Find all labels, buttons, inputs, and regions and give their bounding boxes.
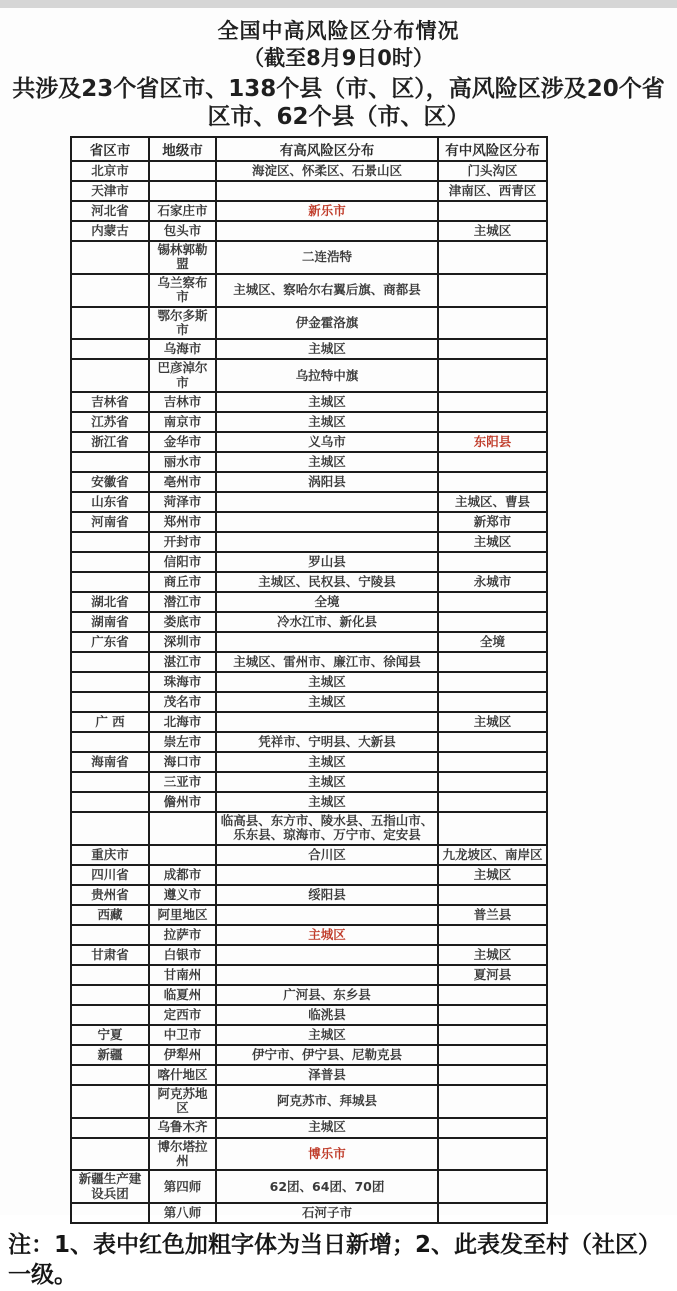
- mid-risk-cell: [438, 274, 547, 307]
- table-row: [71, 865, 547, 885]
- mid-risk-cell: [438, 452, 547, 472]
- page-subtitle: （截至8月9日0时）: [243, 46, 434, 71]
- province-cell: [71, 692, 149, 712]
- mid-risk-cell: 东阳县: [438, 432, 547, 452]
- table-row: [71, 221, 547, 241]
- mid-risk-cell: 普兰县: [438, 905, 547, 925]
- province-cell: 安徽省: [71, 472, 149, 492]
- province-cell: [71, 672, 149, 692]
- mid-risk-cell: 主城区: [438, 221, 547, 241]
- mid-risk-cell: [438, 1005, 547, 1025]
- city-cell: 商丘市: [149, 572, 216, 592]
- high-risk-cell: 乌拉特中旗: [216, 359, 438, 392]
- city-cell: 开封市: [149, 532, 216, 552]
- province-cell: [71, 812, 149, 845]
- city-cell: 丽水市: [149, 452, 216, 472]
- high-risk-cell: 主城区、民权县、宁陵县: [216, 572, 438, 592]
- city-cell: 湛江市: [149, 652, 216, 672]
- province-cell: 山东省: [71, 492, 149, 512]
- mid-risk-cell: 主城区: [438, 945, 547, 965]
- province-cell: [71, 572, 149, 592]
- summary-text: 共涉及23个省区市、138个县（市、区），高风险区涉及20个省区市、62个县（市、区）: [12, 75, 665, 131]
- city-cell: 石家庄市: [149, 201, 216, 221]
- city-cell: 包头市: [149, 221, 216, 241]
- mid-risk-cell: [438, 772, 547, 792]
- province-cell: [71, 1085, 149, 1118]
- mid-risk-cell: [438, 652, 547, 672]
- city-cell: 海口市: [149, 752, 216, 772]
- table-row: [71, 1065, 547, 1085]
- city-cell: [149, 181, 216, 201]
- province-cell: 新疆: [71, 1045, 149, 1065]
- high-risk-cell: 合川区: [216, 845, 438, 865]
- table-row: [71, 392, 547, 412]
- mid-risk-cell: [438, 241, 547, 274]
- high-risk-cell: 主城区: [216, 452, 438, 472]
- high-risk-cell: 阿克苏市、拜城县: [216, 1085, 438, 1118]
- table-row: [71, 1138, 547, 1171]
- mid-risk-cell: 夏河县: [438, 965, 547, 985]
- table-row: [71, 432, 547, 452]
- province-cell: 吉林省: [71, 392, 149, 412]
- table-row: [71, 632, 547, 652]
- city-cell: 喀什地区: [149, 1065, 216, 1085]
- mid-risk-cell: 津南区、西青区: [438, 181, 547, 201]
- city-cell: 第八师: [149, 1203, 216, 1223]
- mid-risk-cell: 新郑市: [438, 512, 547, 532]
- table-row: [71, 181, 547, 201]
- city-cell: 北海市: [149, 712, 216, 732]
- mid-risk-cell: 永城市: [438, 572, 547, 592]
- city-cell: 乌兰察布市: [149, 274, 216, 307]
- city-cell: 阿里地区: [149, 905, 216, 925]
- table-row: [71, 692, 547, 712]
- table-row: [71, 512, 547, 532]
- table-row: [71, 985, 547, 1005]
- mid-risk-cell: [438, 885, 547, 905]
- province-cell: 浙江省: [71, 432, 149, 452]
- city-cell: 信阳市: [149, 552, 216, 572]
- table-row: [71, 1025, 547, 1045]
- province-cell: 贵州省: [71, 885, 149, 905]
- high-risk-cell: 全境: [216, 592, 438, 612]
- high-risk-cell: 临高县、东方市、陵水县、五指山市、乐东县、琼海市、万宁市、定安县: [216, 812, 438, 845]
- risk-area-table: [70, 136, 548, 1224]
- province-cell: 海南省: [71, 752, 149, 772]
- city-cell: 南京市: [149, 412, 216, 432]
- high-risk-cell: 凭祥市、宁明县、大新县: [216, 732, 438, 752]
- header-mid-risk: 有中风险区分布: [438, 137, 547, 161]
- mid-risk-cell: [438, 1138, 547, 1171]
- city-cell: 甘南州: [149, 965, 216, 985]
- table-row: [71, 1045, 547, 1065]
- province-cell: [71, 652, 149, 672]
- table-row: [71, 359, 547, 392]
- province-cell: [71, 359, 149, 392]
- province-cell: 甘肃省: [71, 945, 149, 965]
- city-cell: 定西市: [149, 1005, 216, 1025]
- table-row: [71, 1170, 547, 1203]
- table-row: [71, 592, 547, 612]
- city-cell: 菏泽市: [149, 492, 216, 512]
- high-risk-cell: 海淀区、怀柔区、石景山区: [216, 161, 438, 181]
- city-cell: 崇左市: [149, 732, 216, 752]
- table-row: [71, 945, 547, 965]
- city-cell: [149, 812, 216, 845]
- province-cell: 广 西: [71, 712, 149, 732]
- province-cell: 内蒙古: [71, 221, 149, 241]
- mid-risk-cell: [438, 812, 547, 845]
- table-row: [71, 792, 547, 812]
- high-risk-cell: [216, 512, 438, 532]
- province-cell: 江苏省: [71, 412, 149, 432]
- header-high-risk: 有高风险区分布: [216, 137, 438, 161]
- table-row: [71, 552, 547, 572]
- high-risk-cell: [216, 492, 438, 512]
- province-cell: [71, 925, 149, 945]
- mid-risk-cell: 主城区、曹县: [438, 492, 547, 512]
- city-cell: 第四师: [149, 1170, 216, 1203]
- table-row: [71, 1118, 547, 1138]
- table-row: [71, 925, 547, 945]
- mid-risk-cell: 主城区: [438, 865, 547, 885]
- table-row: [71, 752, 547, 772]
- province-cell: 宁夏: [71, 1025, 149, 1045]
- mid-risk-cell: [438, 592, 547, 612]
- footnote: 注：1、表中红色加粗字体为当日新增；2、此表发至村（社区）一级。: [8, 1232, 662, 1288]
- mid-risk-cell: 九龙坡区、南岸区: [438, 845, 547, 865]
- title-block: [0, 18, 677, 132]
- mid-risk-cell: [438, 792, 547, 812]
- table-row: [71, 672, 547, 692]
- high-risk-cell: 绥阳县: [216, 885, 438, 905]
- table-row: [71, 472, 547, 492]
- province-cell: [71, 532, 149, 552]
- high-risk-cell: [216, 712, 438, 732]
- city-cell: 娄底市: [149, 612, 216, 632]
- high-risk-cell: 主城区: [216, 339, 438, 359]
- mid-risk-cell: [438, 692, 547, 712]
- mid-risk-cell: [438, 925, 547, 945]
- mid-risk-cell: [438, 359, 547, 392]
- city-cell: 巴彦淖尔市: [149, 359, 216, 392]
- city-cell: 金华市: [149, 432, 216, 452]
- header-row: [71, 137, 547, 161]
- high-risk-cell: [216, 965, 438, 985]
- table-row: [71, 652, 547, 672]
- city-cell: 伊犁州: [149, 1045, 216, 1065]
- table-header: [71, 137, 547, 161]
- mid-risk-cell: [438, 1045, 547, 1065]
- city-cell: 遵义市: [149, 885, 216, 905]
- province-cell: 湖南省: [71, 612, 149, 632]
- city-cell: 郑州市: [149, 512, 216, 532]
- city-cell: 成都市: [149, 865, 216, 885]
- city-cell: 珠海市: [149, 672, 216, 692]
- high-risk-cell: 广河县、东乡县: [216, 985, 438, 1005]
- high-risk-cell: 二连浩特: [216, 241, 438, 274]
- mid-risk-cell: [438, 552, 547, 572]
- table-row: [71, 965, 547, 985]
- high-risk-cell: 62团、64团、70团: [216, 1170, 438, 1203]
- province-cell: 西藏: [71, 905, 149, 925]
- province-cell: 天津市: [71, 181, 149, 201]
- high-risk-cell: 主城区: [216, 772, 438, 792]
- city-cell: 鄂尔多斯市: [149, 307, 216, 340]
- province-cell: [71, 772, 149, 792]
- table-row: [71, 274, 547, 307]
- province-cell: 四川省: [71, 865, 149, 885]
- mid-risk-cell: [438, 1025, 547, 1045]
- province-cell: [71, 307, 149, 340]
- city-cell: 阿克苏地区: [149, 1085, 216, 1118]
- high-risk-cell: [216, 181, 438, 201]
- table-row: [71, 1005, 547, 1025]
- mid-risk-cell: [438, 985, 547, 1005]
- province-cell: 湖北省: [71, 592, 149, 612]
- header-city: 地级市: [149, 137, 216, 161]
- mid-risk-cell: 主城区: [438, 712, 547, 732]
- city-cell: 亳州市: [149, 472, 216, 492]
- table-row: [71, 612, 547, 632]
- high-risk-cell: 主城区: [216, 392, 438, 412]
- high-risk-cell: 主城区: [216, 1118, 438, 1138]
- high-risk-cell: [216, 945, 438, 965]
- risk-table-body: [71, 161, 547, 1223]
- city-cell: 三亚市: [149, 772, 216, 792]
- high-risk-cell: 临洮县: [216, 1005, 438, 1025]
- mid-risk-cell: [438, 392, 547, 412]
- table-row: [71, 452, 547, 472]
- province-cell: 重庆市: [71, 845, 149, 865]
- table-row: [71, 572, 547, 592]
- province-cell: 北京市: [71, 161, 149, 181]
- city-cell: 乌海市: [149, 339, 216, 359]
- mid-risk-cell: [438, 472, 547, 492]
- province-cell: [71, 1005, 149, 1025]
- province-cell: [71, 1118, 149, 1138]
- table-row: [71, 492, 547, 512]
- mid-risk-cell: [438, 307, 547, 340]
- table-row: [71, 1203, 547, 1223]
- province-cell: [71, 452, 149, 472]
- mid-risk-cell: 全境: [438, 632, 547, 652]
- high-risk-cell: 石河子市: [216, 1203, 438, 1223]
- mid-risk-cell: [438, 1118, 547, 1138]
- table-row: [71, 845, 547, 865]
- high-risk-cell: 主城区、察哈尔右翼后旗、商都县: [216, 274, 438, 307]
- mid-risk-cell: [438, 752, 547, 772]
- mid-risk-cell: [438, 732, 547, 752]
- province-cell: [71, 985, 149, 1005]
- high-risk-cell: 主城区: [216, 752, 438, 772]
- mid-risk-cell: [438, 1065, 547, 1085]
- province-cell: 河南省: [71, 512, 149, 532]
- high-risk-cell: 主城区: [216, 672, 438, 692]
- table-row: [71, 161, 547, 181]
- high-risk-cell: [216, 532, 438, 552]
- province-cell: [71, 1138, 149, 1171]
- province-cell: [71, 965, 149, 985]
- table-row: [71, 885, 547, 905]
- province-cell: [71, 1065, 149, 1085]
- high-risk-cell: 主城区: [216, 925, 438, 945]
- city-cell: 深圳市: [149, 632, 216, 652]
- high-risk-cell: 主城区: [216, 1025, 438, 1045]
- high-risk-cell: 冷水江市、新化县: [216, 612, 438, 632]
- table-row: [71, 1085, 547, 1118]
- city-cell: 临夏州: [149, 985, 216, 1005]
- city-cell: 茂名市: [149, 692, 216, 712]
- city-cell: 白银市: [149, 945, 216, 965]
- table-row: [71, 532, 547, 552]
- high-risk-cell: 主城区: [216, 792, 438, 812]
- province-cell: [71, 241, 149, 274]
- high-risk-cell: 伊宁市、伊宁县、尼勒克县: [216, 1045, 438, 1065]
- city-cell: 吉林市: [149, 392, 216, 412]
- city-cell: [149, 161, 216, 181]
- province-cell: [71, 792, 149, 812]
- table-row: [71, 412, 547, 432]
- mid-risk-cell: [438, 1170, 547, 1203]
- mid-risk-cell: [438, 339, 547, 359]
- province-cell: [71, 274, 149, 307]
- province-cell: 新疆生产建设兵团: [71, 1170, 149, 1203]
- high-risk-cell: 涡阳县: [216, 472, 438, 492]
- mid-risk-cell: 门头沟区: [438, 161, 547, 181]
- city-cell: [149, 845, 216, 865]
- table-row: [71, 732, 547, 752]
- table-row: [71, 772, 547, 792]
- high-risk-cell: 新乐市: [216, 201, 438, 221]
- header-province: 省区市: [71, 137, 149, 161]
- high-risk-cell: [216, 221, 438, 241]
- province-cell: [71, 339, 149, 359]
- city-cell: 儋州市: [149, 792, 216, 812]
- province-cell: [71, 732, 149, 752]
- table-row: [71, 307, 547, 340]
- province-cell: 河北省: [71, 201, 149, 221]
- city-cell: 中卫市: [149, 1025, 216, 1045]
- high-risk-cell: 博乐市: [216, 1138, 438, 1171]
- high-risk-cell: [216, 632, 438, 652]
- mid-risk-cell: [438, 412, 547, 432]
- mid-risk-cell: [438, 201, 547, 221]
- high-risk-cell: [216, 905, 438, 925]
- table-row: [71, 712, 547, 732]
- mid-risk-cell: [438, 1085, 547, 1118]
- province-cell: 广东省: [71, 632, 149, 652]
- city-cell: 乌鲁木齐: [149, 1118, 216, 1138]
- table-row: [71, 241, 547, 274]
- high-risk-cell: [216, 865, 438, 885]
- city-cell: 拉萨市: [149, 925, 216, 945]
- high-risk-cell: 义乌市: [216, 432, 438, 452]
- high-risk-cell: 主城区: [216, 692, 438, 712]
- mid-risk-cell: 主城区: [438, 532, 547, 552]
- table-row: [71, 905, 547, 925]
- table-row: [71, 201, 547, 221]
- top-edge-strip: [0, 0, 677, 8]
- table-row: [71, 812, 547, 845]
- table-row: [71, 339, 547, 359]
- page-title: 全国中高风险区分布情况: [217, 19, 460, 43]
- province-cell: [71, 1203, 149, 1223]
- high-risk-cell: 泽普县: [216, 1065, 438, 1085]
- mid-risk-cell: [438, 612, 547, 632]
- city-cell: 潜江市: [149, 592, 216, 612]
- mid-risk-cell: [438, 1203, 547, 1223]
- province-cell: [71, 552, 149, 572]
- city-cell: 锡林郭勒盟: [149, 241, 216, 274]
- high-risk-cell: 主城区、雷州市、廉江市、徐闻县: [216, 652, 438, 672]
- high-risk-cell: 主城区: [216, 412, 438, 432]
- mid-risk-cell: [438, 672, 547, 692]
- high-risk-cell: 伊金霍洛旗: [216, 307, 438, 340]
- high-risk-cell: 罗山县: [216, 552, 438, 572]
- city-cell: 博尔塔拉州: [149, 1138, 216, 1171]
